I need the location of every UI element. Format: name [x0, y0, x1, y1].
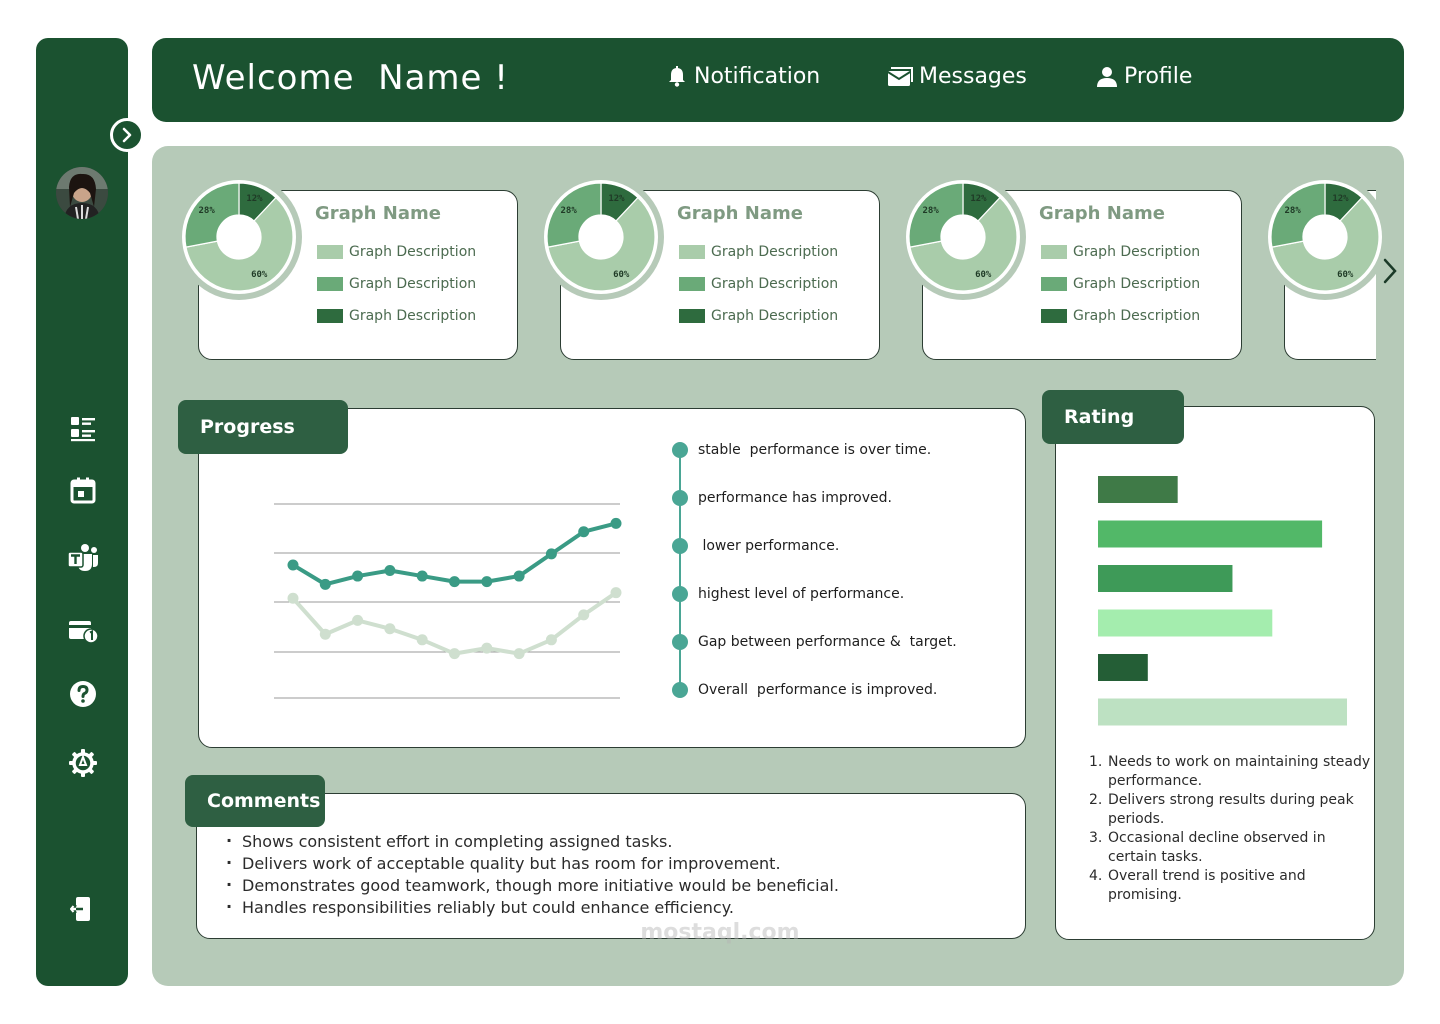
nav-profile[interactable]	[1096, 64, 1192, 89]
comment-item: · Delivers work of acceptable quality but has room for improvement.	[226, 853, 839, 875]
comment-item: · Shows consistent effort in completing assigned tasks.	[226, 831, 839, 853]
teams-icon[interactable]	[64, 539, 102, 577]
data-point	[611, 518, 622, 529]
data-point	[611, 587, 622, 598]
graph-title: Graph Name	[677, 203, 803, 224]
rating-bar	[1098, 699, 1347, 726]
timeline-item: Gap between performance & target.	[672, 634, 957, 650]
graph-legend-item: Graph Description	[317, 244, 476, 260]
timeline-dot	[672, 442, 688, 458]
timeline-item: Overall performance is improved.	[672, 682, 937, 698]
donut-slice-label: 60%	[1337, 269, 1354, 280]
rating-note-item: 2. Delivers strong results during peak periods.	[1089, 792, 1354, 827]
graph-legend-item: Graph Description	[1041, 244, 1200, 260]
data-point	[384, 565, 395, 576]
timeline-dot	[672, 634, 688, 650]
chevron-right-icon	[119, 127, 135, 143]
data-point	[320, 629, 331, 640]
data-point	[288, 593, 299, 604]
data-point	[320, 579, 331, 590]
calendar-icon[interactable]	[64, 471, 102, 509]
graph-legend-item: Graph Description	[1041, 276, 1200, 292]
rating-bar	[1098, 654, 1148, 681]
data-point	[578, 526, 589, 537]
graph-legend-item: Graph Description	[679, 308, 838, 324]
graph-legend-item: Graph Description	[1041, 308, 1200, 324]
rating-bar	[1098, 476, 1178, 503]
comments-title: Comments	[185, 775, 325, 827]
timeline-item: lower performance.	[672, 538, 839, 554]
data-point	[481, 576, 492, 587]
timeline-item: performance has improved.	[672, 490, 892, 506]
progress-line-chart	[262, 486, 632, 706]
comment-item: · Handles responsibilities reliably but could enhance efficiency.	[226, 897, 839, 919]
data-point	[481, 643, 492, 654]
timeline-dot	[672, 586, 688, 602]
welcome-title: Welcome Name !	[192, 58, 509, 98]
data-point	[449, 576, 460, 587]
donut-slice-label: 28%	[560, 206, 577, 217]
donut-chart	[538, 174, 664, 300]
nav-notification[interactable]	[666, 64, 820, 89]
timeline-dot	[672, 682, 688, 698]
header	[152, 38, 1404, 122]
data-point	[546, 548, 557, 559]
envelope-icon	[887, 66, 913, 88]
donut-slice-label: 28%	[922, 206, 939, 217]
data-point	[288, 559, 299, 570]
timeline-item: highest level of performance.	[672, 586, 904, 602]
donut-slice-label: 28%	[1284, 206, 1301, 217]
rating-notes-list	[1089, 753, 1371, 905]
graph-legend-item: Graph Description	[679, 244, 838, 260]
nav-notification-label: Notification	[694, 64, 821, 89]
donut-slice-label: 12%	[246, 193, 263, 204]
rating-bar	[1098, 565, 1232, 592]
graph-title: Graph Name	[1039, 203, 1165, 224]
avatar[interactable]	[56, 167, 108, 219]
donut-chart	[900, 174, 1026, 300]
user-icon	[1096, 66, 1118, 88]
rating-title: Rating	[1042, 390, 1184, 444]
data-point	[514, 571, 525, 582]
donut-slice-label: 60%	[975, 269, 992, 280]
progress-title: Progress	[178, 400, 348, 454]
data-point	[417, 571, 428, 582]
nav-profile-label: Profile	[1124, 64, 1193, 89]
settings-icon[interactable]	[64, 744, 102, 782]
series-line	[293, 523, 616, 584]
timeline-item: stable performance is over time.	[672, 442, 931, 458]
watermark: mostaql.com	[640, 920, 800, 945]
comments-list	[226, 831, 839, 919]
data-point	[384, 623, 395, 634]
donut-slice-label: 60%	[251, 269, 268, 280]
nav-messages[interactable]	[887, 64, 1027, 89]
rating-note-item: 1. Needs to work on maintaining steady performance.	[1089, 754, 1371, 789]
rating-note-item: 3. Occasional decline observed in certain tasks.	[1089, 830, 1326, 865]
donut-slice-label: 28%	[198, 206, 215, 217]
graph-legend-item: Graph Description	[317, 276, 476, 292]
nav-messages-label: Messages	[919, 64, 1027, 89]
data-point	[514, 648, 525, 659]
graph-title: Graph Name	[315, 203, 441, 224]
rating-bar	[1098, 521, 1322, 548]
main-panel	[152, 146, 1404, 986]
rating-note-item: 4. Overall trend is positive and promising.	[1089, 868, 1306, 903]
donut-chart	[176, 174, 302, 300]
graph-legend-item: Graph Description	[317, 308, 476, 324]
wallet-icon[interactable]	[64, 612, 102, 650]
help-icon[interactable]	[64, 675, 102, 713]
chevron-right-icon	[1380, 254, 1400, 288]
list-icon[interactable]	[64, 409, 102, 447]
donut-slice-label: 12%	[608, 193, 625, 204]
data-point	[578, 609, 589, 620]
sidebar-toggle-button[interactable]	[110, 118, 144, 152]
donut-slice-label: 12%	[1332, 193, 1349, 204]
donut-slice-label: 12%	[970, 193, 987, 204]
data-point	[449, 648, 460, 659]
logout-icon[interactable]	[64, 890, 102, 928]
data-point	[417, 634, 428, 645]
rating-bar	[1098, 610, 1272, 637]
comment-item: · Demonstrates good teamwork, though more initiative would be beneficial.	[226, 875, 839, 897]
donut-slice-label: 60%	[613, 269, 630, 280]
data-point	[546, 634, 557, 645]
carousel-next-button[interactable]	[1380, 254, 1400, 292]
bell-icon	[666, 66, 688, 88]
donut-chart	[1262, 174, 1388, 300]
data-point	[352, 615, 363, 626]
timeline-dot	[672, 538, 688, 554]
rating-bar-chart	[1098, 476, 1358, 730]
graph-legend-item: Graph Description	[679, 276, 838, 292]
timeline-dot	[672, 490, 688, 506]
data-point	[352, 571, 363, 582]
